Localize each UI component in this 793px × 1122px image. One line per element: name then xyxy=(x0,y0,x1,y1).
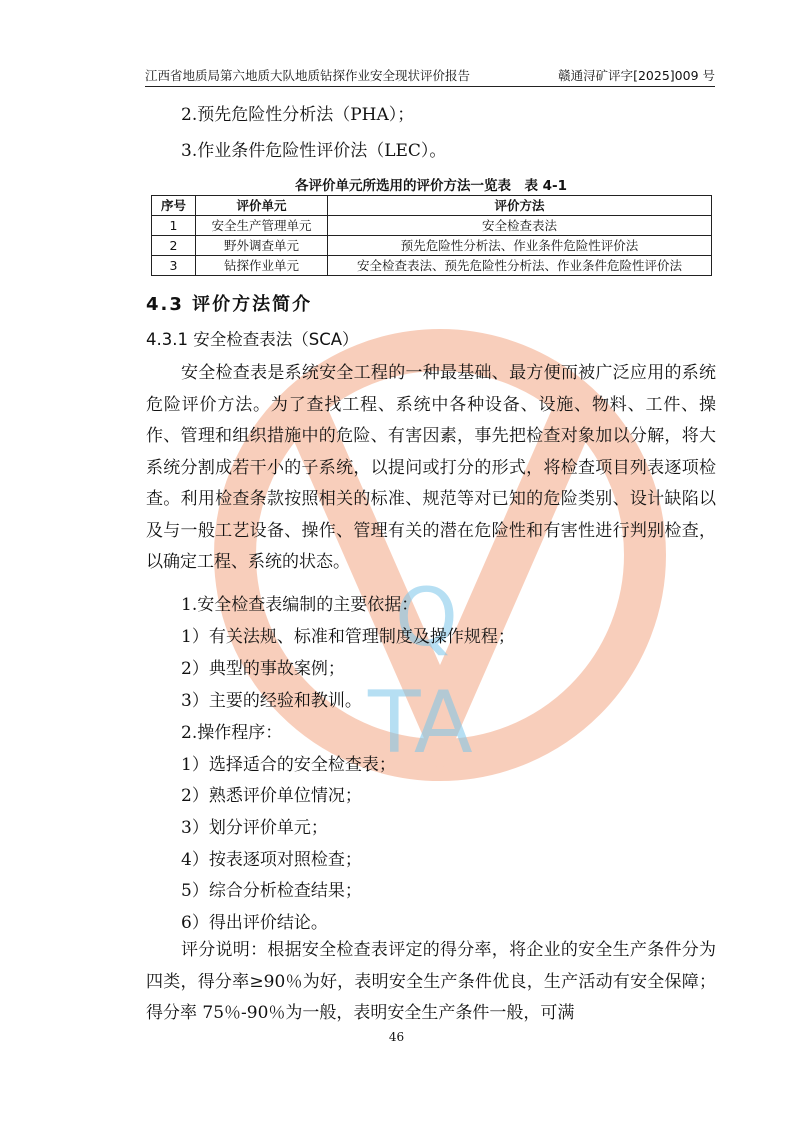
table-cell: 钻探作业单元 xyxy=(196,256,328,276)
subsection-heading: 4.3.1 安全检查表法（SCA） xyxy=(146,330,359,349)
list-item: 2）熟悉评价单位情况； xyxy=(181,786,362,806)
method-item-lec: 3.作业条件危险性评价法（LEC）。 xyxy=(181,141,447,161)
evaluation-methods-table xyxy=(151,195,712,276)
list-item: 6）得出评价结论。 xyxy=(181,913,328,933)
table-row xyxy=(152,216,712,236)
table-row xyxy=(152,236,712,256)
table-caption: 各评价单元所选用的评价方法一览表 表 4-1 xyxy=(294,178,568,194)
section-heading: 4.3 评价方法简介 xyxy=(146,294,313,315)
table-cell: 2 xyxy=(152,236,196,256)
basis-title: 1.安全检查表编制的主要依据： xyxy=(181,595,419,615)
method-item-pha: 2.预先危险性分析法（PHA）； xyxy=(181,105,415,125)
watermark-letter-q: Q xyxy=(395,571,458,664)
procedure-title: 2.操作程序： xyxy=(181,723,283,743)
list-item: 2）典型的事故案例； xyxy=(181,659,345,679)
table-cell: 安全检查表法 xyxy=(328,216,712,236)
list-item: 3）划分评价单元； xyxy=(181,818,328,838)
list-item: 1）选择适合的安全检查表； xyxy=(181,755,396,775)
table-header-row xyxy=(152,196,712,216)
list-item: 1）有关法规、标准和管理制度及操作规程； xyxy=(181,627,515,647)
page-header xyxy=(145,66,715,87)
page-number: 46 xyxy=(388,1030,405,1044)
table-cell: 3 xyxy=(152,256,196,276)
table-cell: 安全生产管理单元 xyxy=(196,216,328,236)
header-report-title: 江西省地质局第六地质大队地质钻探作业安全现状评价报告 xyxy=(145,68,471,83)
list-item: 5）综合分析检查结果； xyxy=(181,881,362,901)
table-header-cell: 序号 xyxy=(152,196,196,216)
list-item: 4）按表逐项对照检查； xyxy=(181,850,362,870)
watermark-letters-ta: TA xyxy=(368,673,473,773)
table-row xyxy=(152,256,712,276)
table-cell: 1 xyxy=(152,216,196,236)
header-report-number: 赣通浔矿评字[2025]009 号 xyxy=(558,68,715,83)
table-cell: 野外调查单元 xyxy=(196,236,328,256)
table-cell: 预先危险性分析法、作业条件危险性评价法 xyxy=(328,236,712,256)
table-cell: 安全检查表法、预先危险性分析法、作业条件危险性评价法 xyxy=(328,256,712,276)
list-item: 3）主要的经验和教训。 xyxy=(181,691,362,711)
scoring-paragraph: 评分说明：根据安全检查表评定的得分率，将企业的安全生产条件分为四类，得分率≥90％为好，表明安全生产条件优良，生产活动有安全保障；得分率 75％-90％为一般，表明安全生产条件一般，可满 xyxy=(146,940,716,1023)
table-header-cell: 评价方法 xyxy=(328,196,712,216)
intro-paragraph: 安全检查表是系统安全工程的一种最基础、最方便而被广泛应用的系统危险评价方法。为了查找工程、系统中各种设备、设施、物料、工件、操作、管理和组织措施中的危险、有害因素，事先把检查对象加以分解，将大系统分割成若干小的子系统，以提问或打分的形式，将检查项目列表逐项检查。利用检查条款按照相关的标准、规范等对已知的危险类别、设计缺陷以及与一般工艺设备、操作、管理有关的潜在危险性和有害性进行判别检查，以确定工程、系统的状态。 xyxy=(146,363,716,572)
table-header-cell: 评价单元 xyxy=(196,196,328,216)
